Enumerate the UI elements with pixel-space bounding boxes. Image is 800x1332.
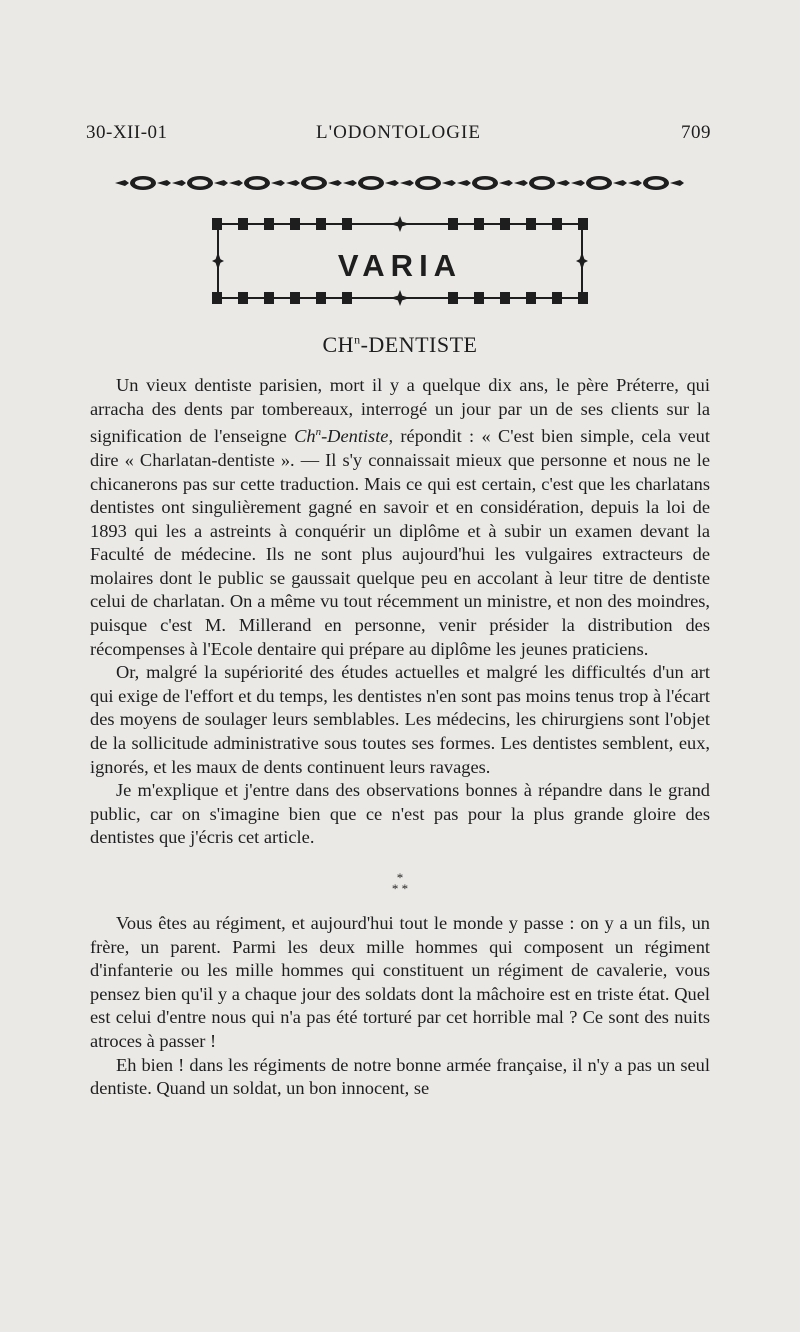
article-body xyxy=(90,374,710,1101)
section-title: VARIA xyxy=(337,248,463,283)
paragraph-2: Or, malgré la supériorité des études actuelles et malgré les difficultés d'un art qui exige de l'effort et du temps, les dentistes n'en sont pas moins tenus trop à l'écart des moyens de soulager leurs semblables. Les médecins, les chirurgiens sont l'objet de la sollicitude administrative sous toutes ses formes. Les dentistes semblent, eux, ignorés, et les maux de dents continuent leurs ravages. xyxy=(90,662,710,777)
issue-date: 30-XII-01 xyxy=(86,122,168,143)
heading-superscript: n xyxy=(354,332,361,347)
paragraph-3: Je m'explique et j'entre dans des observations bonnes à répandre dans le grand public, car on s'imagine bien que ce n'est pas pour la plus grande gloire des dentistes que j'écris cet article. xyxy=(90,780,710,848)
asterism-divider xyxy=(90,872,710,894)
paragraph-1 xyxy=(90,374,710,661)
heading-prefix: CH xyxy=(322,332,355,357)
sign-name-superscript: n xyxy=(315,426,322,439)
journal-title: L'ODONTOLOGIE xyxy=(316,122,481,143)
heading-suffix: -DENTISTE xyxy=(360,332,478,357)
sign-name xyxy=(294,426,393,446)
article-heading xyxy=(0,332,800,358)
paragraph-1-end: répondit : « C'est bien simple, cela veut dire « Charlatan-dentiste ». — Il s'y connaissait mieux que personne et nous ne le chicanerons pas sur cette traduction. Mais ce qui est certain, c'est que les charlatans dentistes ont singulièrement gagné en savoir et en considération, depuis la loi de 1893 qui les a astreints à conquérir un diplôme et à subir un examen devant la Faculté de médecine. Ils ne sont plus aujourd'hui les vulgaires extracteurs de molaires dont le public se gaussait quelque peu en accolant à leur titre de dentiste celui de charlatan. On a même vu tout récemment un ministre, et non des moindres, puisque c'est M. Millerand en personne, venir présider la distribution des récompenses à l'Ecole dentaire qui prépare au diplôme les jeunes praticiens. xyxy=(90,426,710,659)
sign-name-suffix: -Dentiste, xyxy=(321,426,394,447)
running-head xyxy=(86,122,711,152)
page-number: 709 xyxy=(681,122,711,143)
asterism-bottom: * * xyxy=(391,881,409,896)
paragraph-5: Eh bien ! dans les régiments de notre bonne armée française, il n'y a pas un seul dentiste. Quand un soldat, un bon innocent, se xyxy=(90,1054,710,1099)
section-title-frame xyxy=(212,212,588,310)
paragraph-4: Vous êtes au régiment, et aujourd'hui tout le monde y passe : on y a un fils, un frère, un parent. Parmi les deux mille hommes qui composent un régiment d'infanterie ou les mille hommes qui constituent un régiment de cavalerie, vous pensez bien qu'il y a chaque jour des soldats dont la mâchoire est en triste état. Quel est celui d'entre nous qui n'a pas été torturé par cet horrible mal ? Ce sont des nuits atroces à passer ! xyxy=(90,913,710,1051)
decorative-ornament-band xyxy=(115,172,685,194)
paragraph-1-start: Un vieux dentiste parisien, mort il y a quelque dix ans, le père Préterre, qui arracha des dents par tombereaux, interrogé un jour par un de ses clients sur la signification de l'enseigne xyxy=(90,375,710,447)
sign-name-prefix: Ch xyxy=(294,426,316,447)
asterism-top: * xyxy=(396,870,404,885)
